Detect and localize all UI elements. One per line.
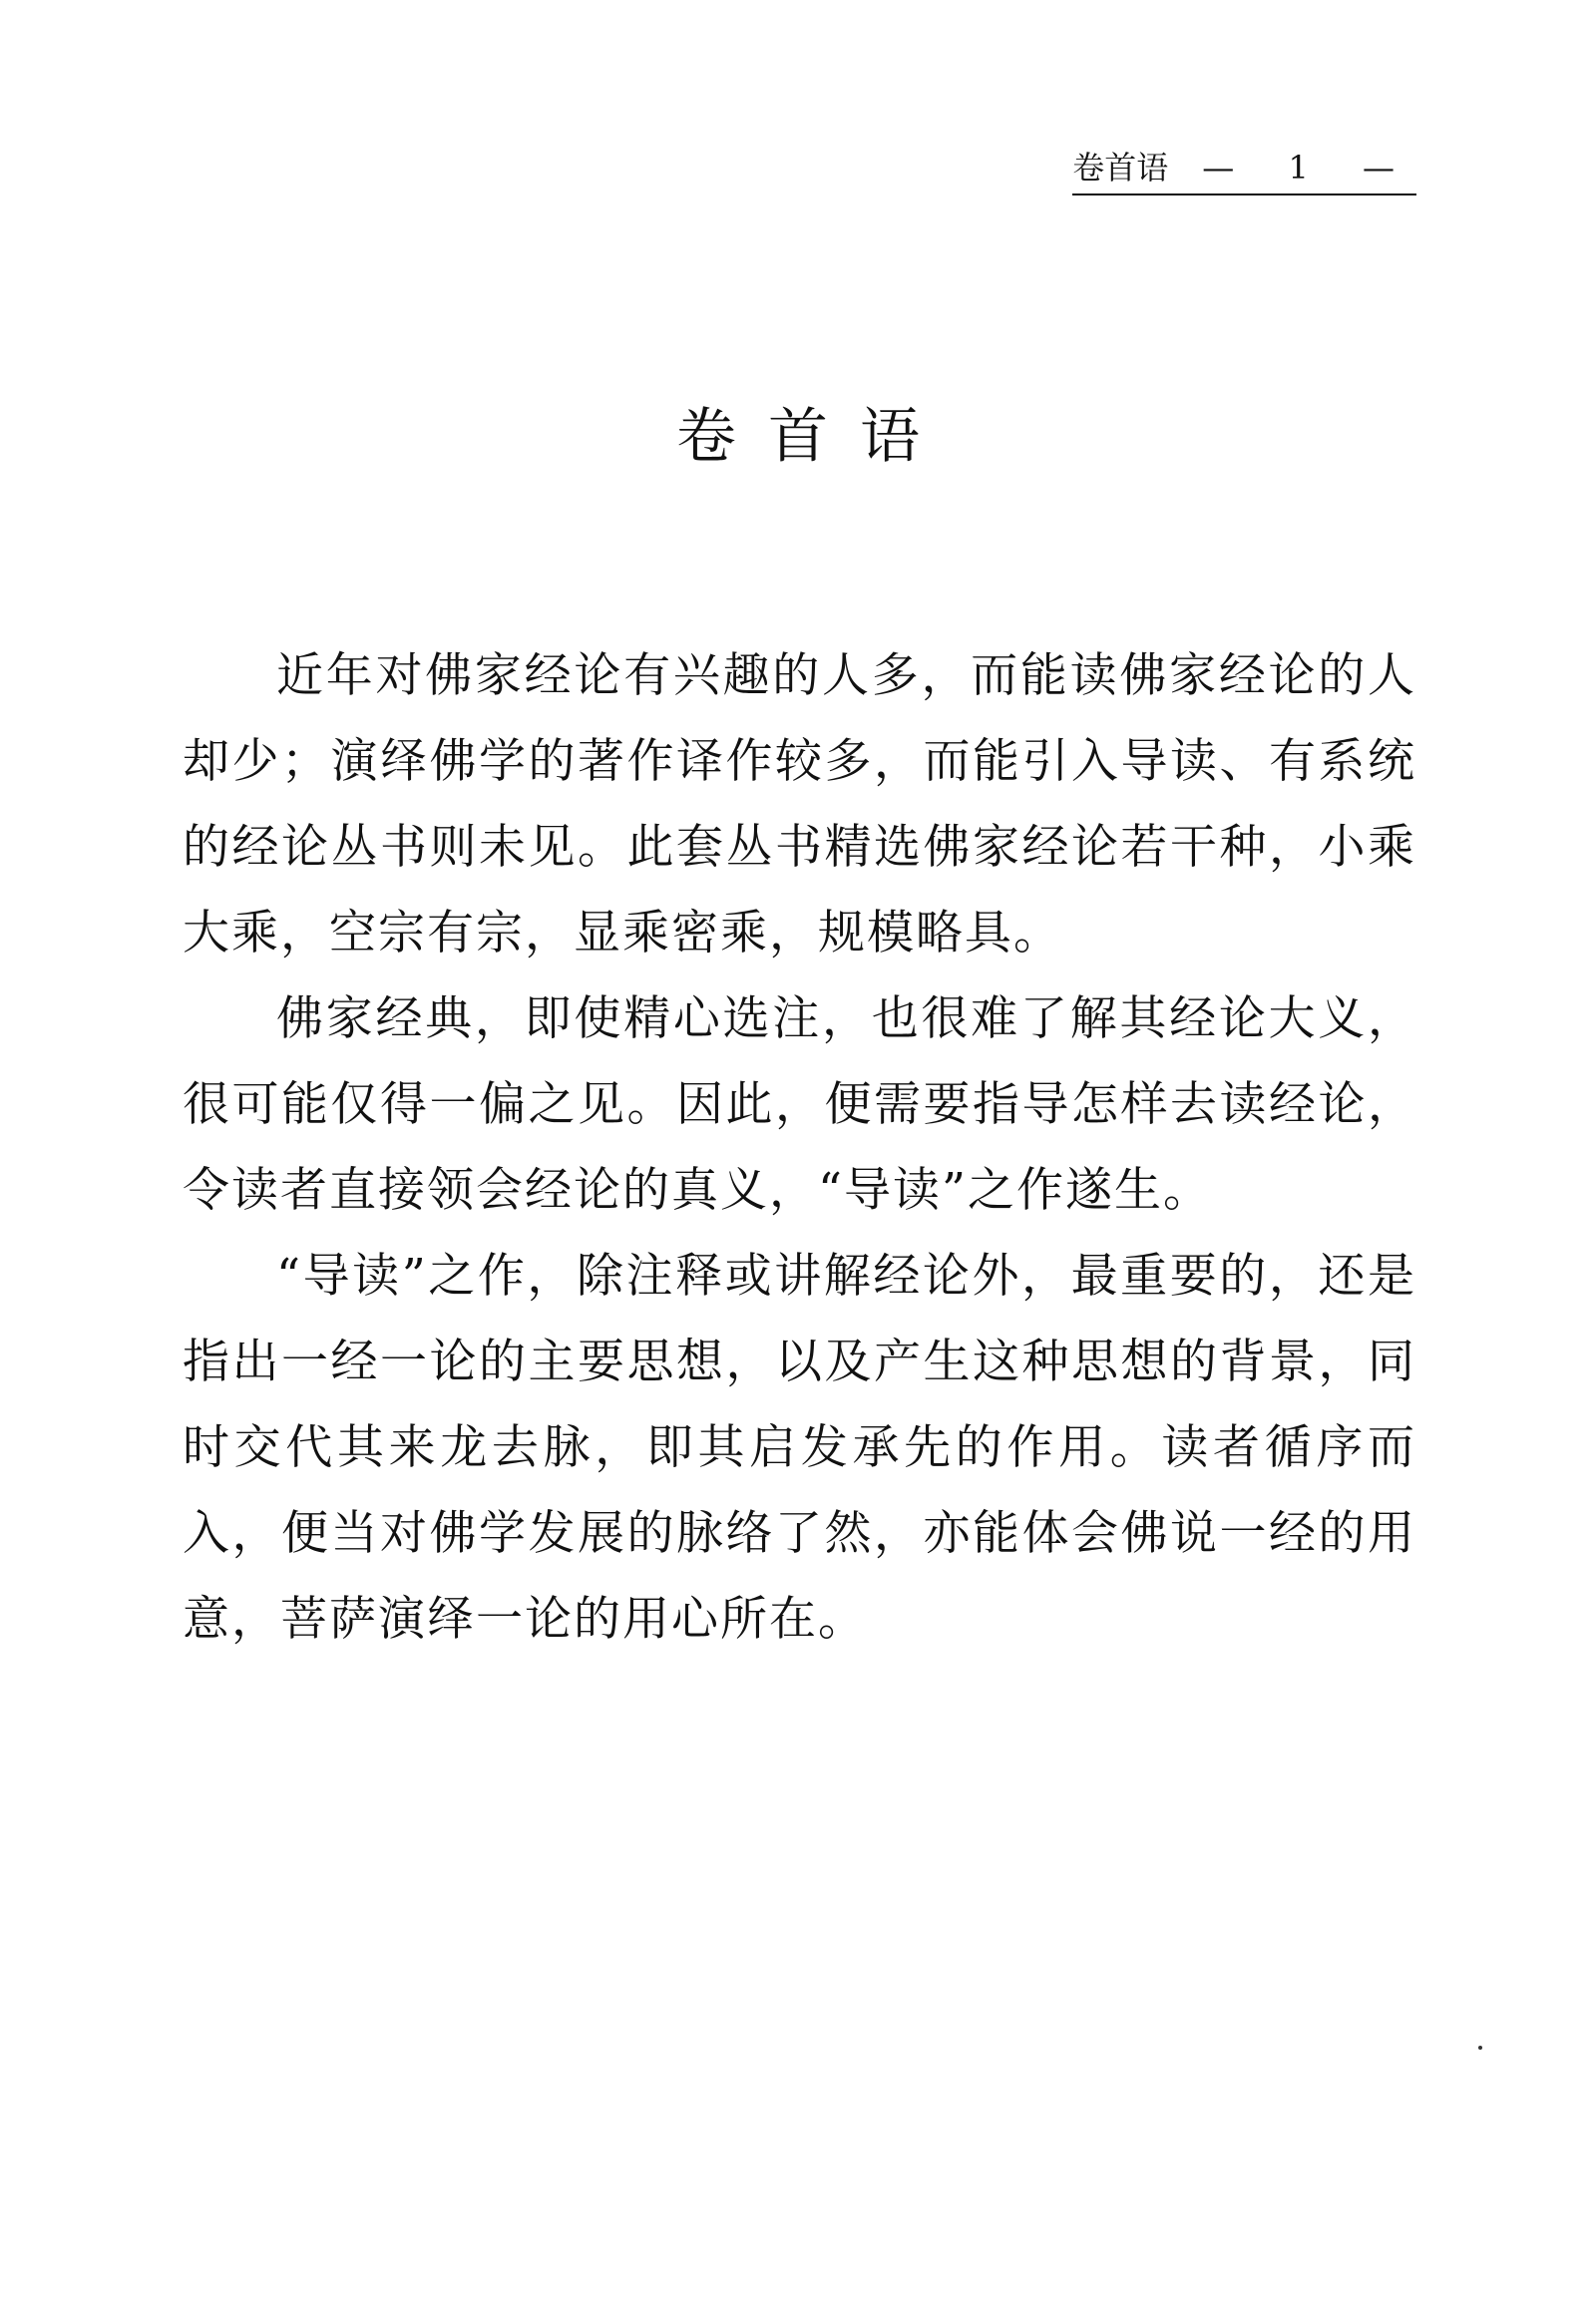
paragraph-2: 佛家经典，即使精心选注，也很难了解其经论大义，很可能仅得一偏之见。因此，便需要指导怎样去读经论，令读者直接领会经论的真义，“导读”之作遂生。 — [183, 991, 1416, 1218]
page-number: — 1 — — [1202, 149, 1416, 187]
running-title: 卷首语 — [1072, 149, 1169, 187]
chapter-title: 卷首语 — [676, 402, 952, 472]
body-text — [183, 633, 1416, 1663]
paragraph-3: “导读”之作，除注释或讲解经论外，最重要的，还是指出一经一论的主要思想，以及产生这种思想的背景，同时交代其来龙去脉，即其启发承先的作用。读者循序而入，便当对佛学发展的脉络了然，亦能体会佛说一经的用意，菩萨演绎一论的用心所在。 — [183, 1249, 1416, 1647]
paragraph-1: 近年对佛家经论有兴趣的人多，而能读佛家经论的人却少；演绎佛学的著作译作较多，而能引入导读、有系统的经论丛书则未见。此套丛书精选佛家经论若干种，小乘大乘，空宗有宗，显乘密乘，规模略具。 — [183, 648, 1416, 961]
scan-speck — [1478, 2046, 1482, 2050]
running-header — [1072, 148, 1416, 195]
